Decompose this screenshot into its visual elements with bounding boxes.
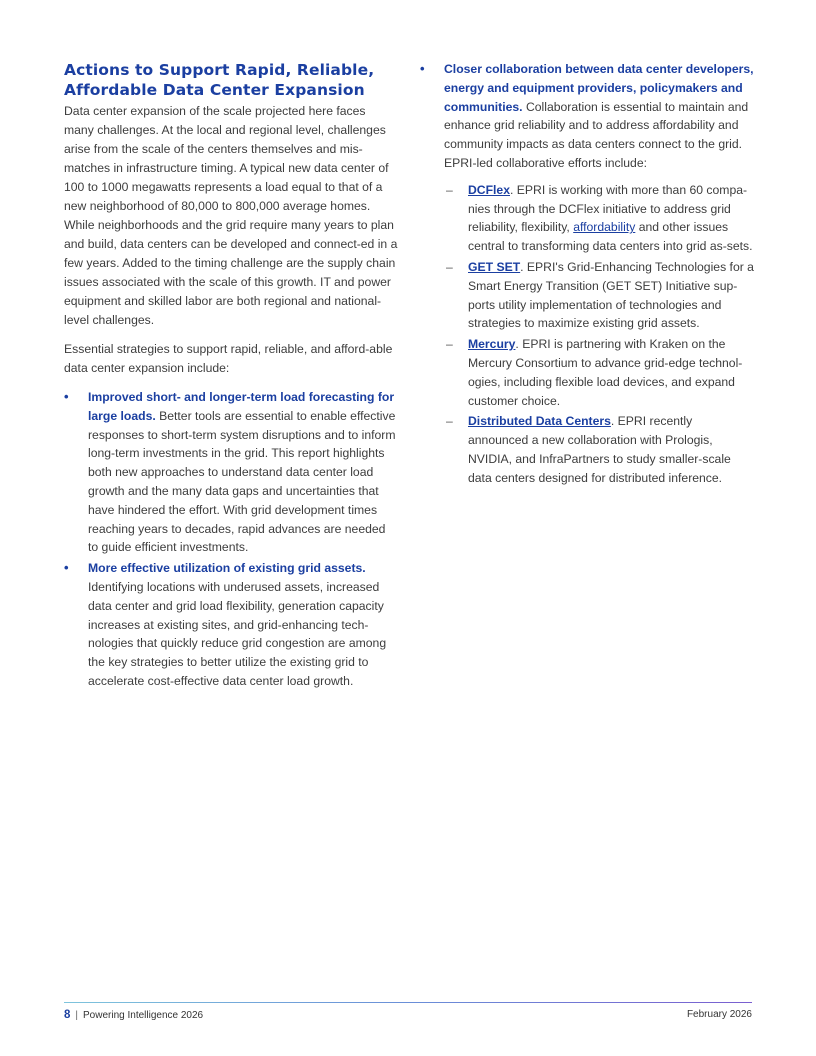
sublist-text: . EPRI recently announced a new collaboration with Prologis, NVIDIA, and InfraPartners to study smaller-scale data centers designed for distributed inference. xyxy=(468,414,731,485)
strategies-paragraph: Essential strategies to support rapid, reliable, and afford-able data center expansion include: xyxy=(64,342,393,375)
sublist-text: and other issues central to transforming data centers into grid as-sets. xyxy=(468,220,753,254)
bullet-icon: • xyxy=(64,389,69,404)
report-title: Powering Intelligence 2026 xyxy=(83,1010,204,1021)
sublist-item xyxy=(444,258,754,333)
bullet-lead: More effective utilization of existing grid assets. xyxy=(88,561,366,576)
bullet-text: Better tools are essential to enable effective responses to short-term system disruptions and to inform long-term investments in the grid. This report highlights both new approaches to understand data center load growth and the many data gaps and uncertainties that have hindered the effort. With grid development times reaching years to decades, rapid advances are needed to guide efficient investments. xyxy=(88,408,396,555)
bullet-text: Identifying locations with underused assets, increased data center and grid load flexibility, generation capacity increases at existing sites, and grid-enhancing tech-nologies that quickly reduce grid congestion are among the key strategies to better utilize the existing grid to accelerate cost-effective data center load growth. xyxy=(88,579,387,688)
dash-icon: – xyxy=(446,182,453,197)
sublist-text: . EPRI is partnering with Kraken on the Mercury Consortium to advance grid-edge technol-ogies, including flexible load devices, and expand customer choice. xyxy=(468,337,743,408)
mercury-link[interactable]: Mercury xyxy=(468,337,516,352)
bullet-text: Collaboration is essential to maintain and enhance grid reliability and to address affordability and community impacts as data centers connect to the grid. EPRI-led collaborative efforts include: xyxy=(444,99,749,170)
sublist-item xyxy=(444,335,754,410)
collaboration-list xyxy=(420,60,754,488)
bullet-icon: • xyxy=(420,61,425,76)
list-item xyxy=(64,388,398,557)
report-date: February 2026 xyxy=(686,1009,752,1020)
footer-separator: | xyxy=(75,1010,79,1021)
strategies-list xyxy=(64,388,398,691)
sublist-item xyxy=(444,181,754,256)
bullet-lead: Improved short- and longer-term load forecasting for large loads. xyxy=(88,390,395,423)
dash-icon: – xyxy=(446,414,453,429)
page-footer xyxy=(64,1008,752,1023)
bullet-lead: Closer collaboration between data center developers, energy and equipment providers, policymakers and communities. xyxy=(444,62,754,114)
affordability-link[interactable]: affordability xyxy=(573,220,636,235)
bullet-icon: • xyxy=(64,560,69,576)
intro-paragraph: Data center expansion of the scale projected here faces many challenges. At the local and regional level, challenges arise from the scale of the centers themselves and mis-matches in infrastructure timing. A typical new data center of 100 to 1000 megawatts represents a load equal to that of a new neighborhood of 80,000 to 800,000 average homes. While neighborhoods and the grid require many years to plan and build, data centers can be developed and connect-ed in a few years. Added to the timing challenge are the supply chain issues associated with the scale of this growth. IT and power equipment and skilled labor are both regional and national-level challenges. xyxy=(64,104,398,327)
distributed-data-centers-link[interactable]: Distributed Data Centers xyxy=(468,414,611,429)
page-number: 8 xyxy=(64,1009,71,1021)
section-heading: Actions to Support Rapid, Reliable, Affordable Data Center Expansion xyxy=(64,61,375,99)
footer-divider xyxy=(64,1002,752,1003)
dcflex-link[interactable]: DCFlex xyxy=(468,182,510,197)
sublist-text: . EPRI is working with more than 60 compa-nies through the DCFlex initiative to address grid reliability, flexibility, xyxy=(468,182,748,235)
efforts-sublist xyxy=(444,181,754,488)
sublist-text: . EPRI's Grid-Enhancing Technologies for a Smart Energy Transition (GET SET) Initiative sup-ports utility implementation of technologies and strategies to maximize existing grid assets. xyxy=(468,259,754,331)
dash-icon: – xyxy=(446,337,453,352)
sublist-item xyxy=(444,412,754,487)
left-column xyxy=(64,60,398,693)
get-set-link[interactable]: GET SET xyxy=(468,259,521,274)
list-item xyxy=(64,559,398,691)
dash-icon: – xyxy=(446,259,453,274)
list-item xyxy=(420,60,754,488)
right-column xyxy=(420,60,754,490)
